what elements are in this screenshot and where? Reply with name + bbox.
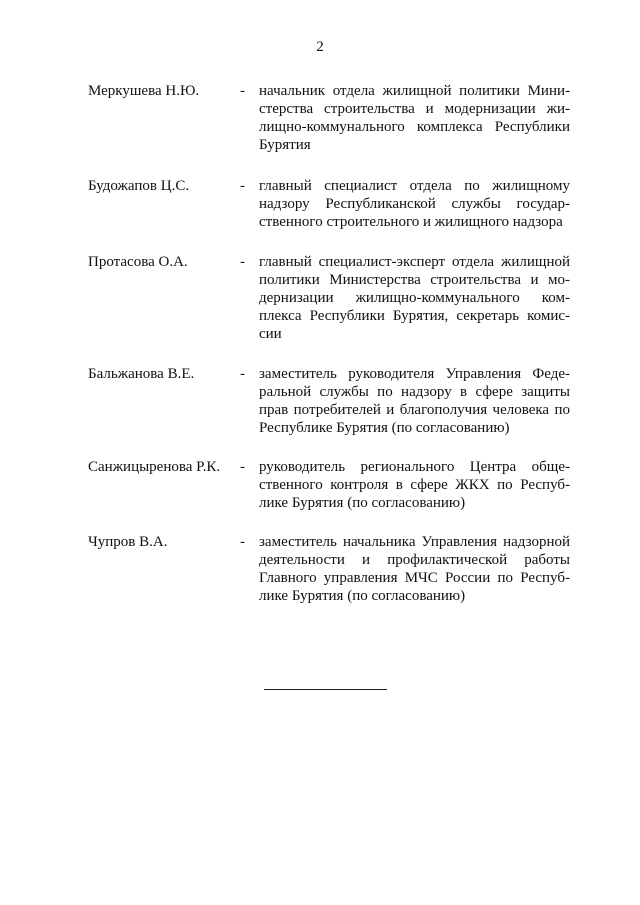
end-of-list-rule: [264, 689, 387, 690]
role-line: ственного строительного и жилищного надзора: [259, 214, 563, 230]
member-dash: -: [240, 254, 245, 270]
member-dash: -: [240, 459, 245, 475]
member-dash: -: [240, 83, 245, 99]
member-name: Протасова О.А.: [88, 254, 188, 270]
role-line: главный специалист-эксперт отдела жилищной: [259, 254, 570, 270]
role-line: ственного контроля в сфере ЖКХ по Респуб-: [259, 477, 570, 493]
role-line: сии: [259, 326, 282, 342]
role-line: заместитель руководителя Управления Феде-: [259, 366, 570, 382]
member-dash: -: [240, 366, 245, 382]
member-dash: -: [240, 178, 245, 194]
member-role: [259, 458, 570, 512]
role-line: Республике Бурятия (по согласованию): [259, 420, 510, 436]
member-role: [259, 533, 570, 605]
role-line: надзору Республиканской службы государ-: [259, 196, 570, 212]
role-line: прав потребителей и благополучия человека по: [259, 402, 570, 418]
role-line: плекса Республики Бурятия, секретарь комис-: [259, 308, 570, 324]
member-dash: -: [240, 534, 245, 550]
role-line: стерства строительства и модернизации жи-: [259, 101, 570, 117]
role-line: деятельности и профилактической работы: [259, 552, 570, 568]
member-name: Чупров В.А.: [88, 534, 168, 550]
role-line: начальник отдела жилищной политики Мини-: [259, 83, 570, 99]
member-role: [259, 253, 570, 343]
role-line: дернизации жилищно-коммунального ком-: [259, 290, 570, 306]
member-role: [259, 177, 570, 231]
role-line: лике Бурятия (по согласованию): [259, 588, 466, 604]
role-line: ральной службы по надзору в сфере защиты: [259, 384, 570, 400]
role-line: лике Бурятия (по согласованию): [259, 495, 466, 511]
member-role: [259, 365, 570, 437]
role-line: руководитель регионального Центра обще-: [259, 459, 570, 475]
role-line: Бурятия: [259, 137, 311, 153]
page-number: 2: [316, 39, 324, 55]
member-role: [259, 82, 570, 154]
role-line: заместитель начальника Управления надзорной: [259, 534, 570, 550]
role-line: политики Министерства строительства и мо-: [259, 272, 570, 288]
member-name: Будожапов Ц.С.: [88, 178, 190, 194]
member-name: Бальжанова В.Е.: [88, 366, 195, 382]
member-name: Меркушева Н.Ю.: [88, 83, 200, 99]
role-line: лищно-коммунального комплекса Республики: [259, 119, 570, 135]
role-line: Главного управления МЧС России по Респуб-: [259, 570, 570, 586]
role-line: главный специалист отдела по жилищному: [259, 178, 570, 194]
member-name: Санжицыренова Р.К.: [88, 459, 221, 475]
